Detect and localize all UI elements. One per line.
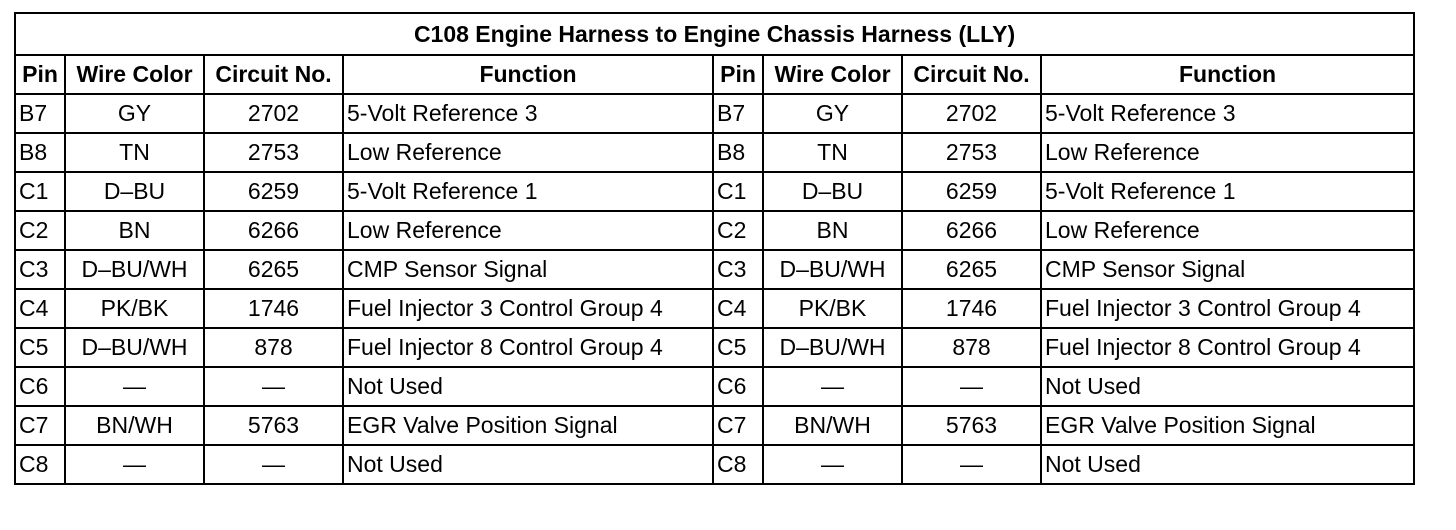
circuit-no-cell: 2753: [902, 133, 1041, 172]
function-cell: EGR Valve Position Signal: [343, 406, 713, 445]
column-header-function-right: Function: [1041, 55, 1414, 94]
wire-color-cell: BN/WH: [763, 406, 902, 445]
circuit-no-cell: 2753: [204, 133, 343, 172]
function-cell: 5-Volt Reference 3: [343, 94, 713, 133]
pin-cell: C5: [15, 328, 65, 367]
column-header-circuit-no-left: Circuit No.: [204, 55, 343, 94]
table-row: [15, 211, 1414, 250]
function-cell: Fuel Injector 3 Control Group 4: [1041, 289, 1414, 328]
circuit-no-cell: 6266: [902, 211, 1041, 250]
table-row: [15, 328, 1414, 367]
wire-color-cell: BN/WH: [65, 406, 204, 445]
table-row: [15, 367, 1414, 406]
pin-cell: C7: [15, 406, 65, 445]
column-header-circuit-no-right: Circuit No.: [902, 55, 1041, 94]
wire-color-cell: D–BU/WH: [763, 328, 902, 367]
column-header-pin-right: Pin: [713, 55, 763, 94]
circuit-no-cell: —: [902, 367, 1041, 406]
function-cell: Low Reference: [1041, 133, 1414, 172]
table-row: [15, 289, 1414, 328]
function-cell: Not Used: [1041, 367, 1414, 406]
function-cell: 5-Volt Reference 3: [1041, 94, 1414, 133]
pin-cell: C3: [15, 250, 65, 289]
function-cell: Fuel Injector 8 Control Group 4: [343, 328, 713, 367]
wire-color-cell: GY: [65, 94, 204, 133]
table-row: [15, 250, 1414, 289]
connector-pinout-table: [14, 12, 1415, 485]
wire-color-cell: PK/BK: [65, 289, 204, 328]
pin-cell: C1: [713, 172, 763, 211]
pin-cell: C5: [713, 328, 763, 367]
circuit-no-cell: 1746: [902, 289, 1041, 328]
wire-color-cell: BN: [763, 211, 902, 250]
circuit-no-cell: 2702: [902, 94, 1041, 133]
pin-cell: C2: [713, 211, 763, 250]
wire-color-cell: GY: [763, 94, 902, 133]
function-cell: Not Used: [1041, 445, 1414, 484]
pin-cell: C4: [15, 289, 65, 328]
function-cell: EGR Valve Position Signal: [1041, 406, 1414, 445]
circuit-no-cell: 878: [204, 328, 343, 367]
circuit-no-cell: 878: [902, 328, 1041, 367]
wire-color-cell: TN: [65, 133, 204, 172]
table-row: [15, 133, 1414, 172]
circuit-no-cell: 5763: [204, 406, 343, 445]
header-row: [15, 55, 1414, 94]
wire-color-cell: PK/BK: [763, 289, 902, 328]
wire-color-cell: D–BU: [763, 172, 902, 211]
wire-color-cell: D–BU/WH: [65, 250, 204, 289]
pin-cell: C1: [15, 172, 65, 211]
circuit-no-cell: —: [902, 445, 1041, 484]
table-body: [15, 94, 1414, 484]
circuit-no-cell: 6266: [204, 211, 343, 250]
column-header-function-left: Function: [343, 55, 713, 94]
pin-cell: C7: [713, 406, 763, 445]
pin-cell: C8: [15, 445, 65, 484]
pin-cell: B8: [15, 133, 65, 172]
table-row: [15, 445, 1414, 484]
function-cell: 5-Volt Reference 1: [343, 172, 713, 211]
function-cell: 5-Volt Reference 1: [1041, 172, 1414, 211]
function-cell: Low Reference: [1041, 211, 1414, 250]
function-cell: CMP Sensor Signal: [1041, 250, 1414, 289]
table-row: [15, 406, 1414, 445]
column-header-wire-color-left: Wire Color: [65, 55, 204, 94]
circuit-no-cell: 5763: [902, 406, 1041, 445]
function-cell: Not Used: [343, 445, 713, 484]
function-cell: Low Reference: [343, 133, 713, 172]
wire-color-cell: —: [65, 445, 204, 484]
circuit-no-cell: 6265: [902, 250, 1041, 289]
pin-cell: B7: [713, 94, 763, 133]
column-header-pin-left: Pin: [15, 55, 65, 94]
circuit-no-cell: 6259: [902, 172, 1041, 211]
wire-color-cell: D–BU: [65, 172, 204, 211]
function-cell: Low Reference: [343, 211, 713, 250]
wire-color-cell: —: [763, 445, 902, 484]
circuit-no-cell: —: [204, 367, 343, 406]
wire-color-cell: BN: [65, 211, 204, 250]
function-cell: Fuel Injector 8 Control Group 4: [1041, 328, 1414, 367]
pin-cell: C6: [713, 367, 763, 406]
wire-color-cell: —: [763, 367, 902, 406]
function-cell: CMP Sensor Signal: [343, 250, 713, 289]
pin-cell: B7: [15, 94, 65, 133]
function-cell: Fuel Injector 3 Control Group 4: [343, 289, 713, 328]
pin-cell: C2: [15, 211, 65, 250]
circuit-no-cell: 1746: [204, 289, 343, 328]
pin-cell: C3: [713, 250, 763, 289]
wire-color-cell: TN: [763, 133, 902, 172]
wire-color-cell: —: [65, 367, 204, 406]
circuit-no-cell: 2702: [204, 94, 343, 133]
pin-cell: C4: [713, 289, 763, 328]
function-cell: Not Used: [343, 367, 713, 406]
circuit-no-cell: —: [204, 445, 343, 484]
circuit-no-cell: 6265: [204, 250, 343, 289]
table-row: [15, 172, 1414, 211]
table-title: C108 Engine Harness to Engine Chassis Harness (LLY): [15, 13, 1414, 55]
wire-color-cell: D–BU/WH: [763, 250, 902, 289]
connector-table-container: [14, 12, 1415, 485]
pin-cell: C8: [713, 445, 763, 484]
wire-color-cell: D–BU/WH: [65, 328, 204, 367]
table-row: [15, 94, 1414, 133]
circuit-no-cell: 6259: [204, 172, 343, 211]
pin-cell: B8: [713, 133, 763, 172]
pin-cell: C6: [15, 367, 65, 406]
column-header-wire-color-right: Wire Color: [763, 55, 902, 94]
